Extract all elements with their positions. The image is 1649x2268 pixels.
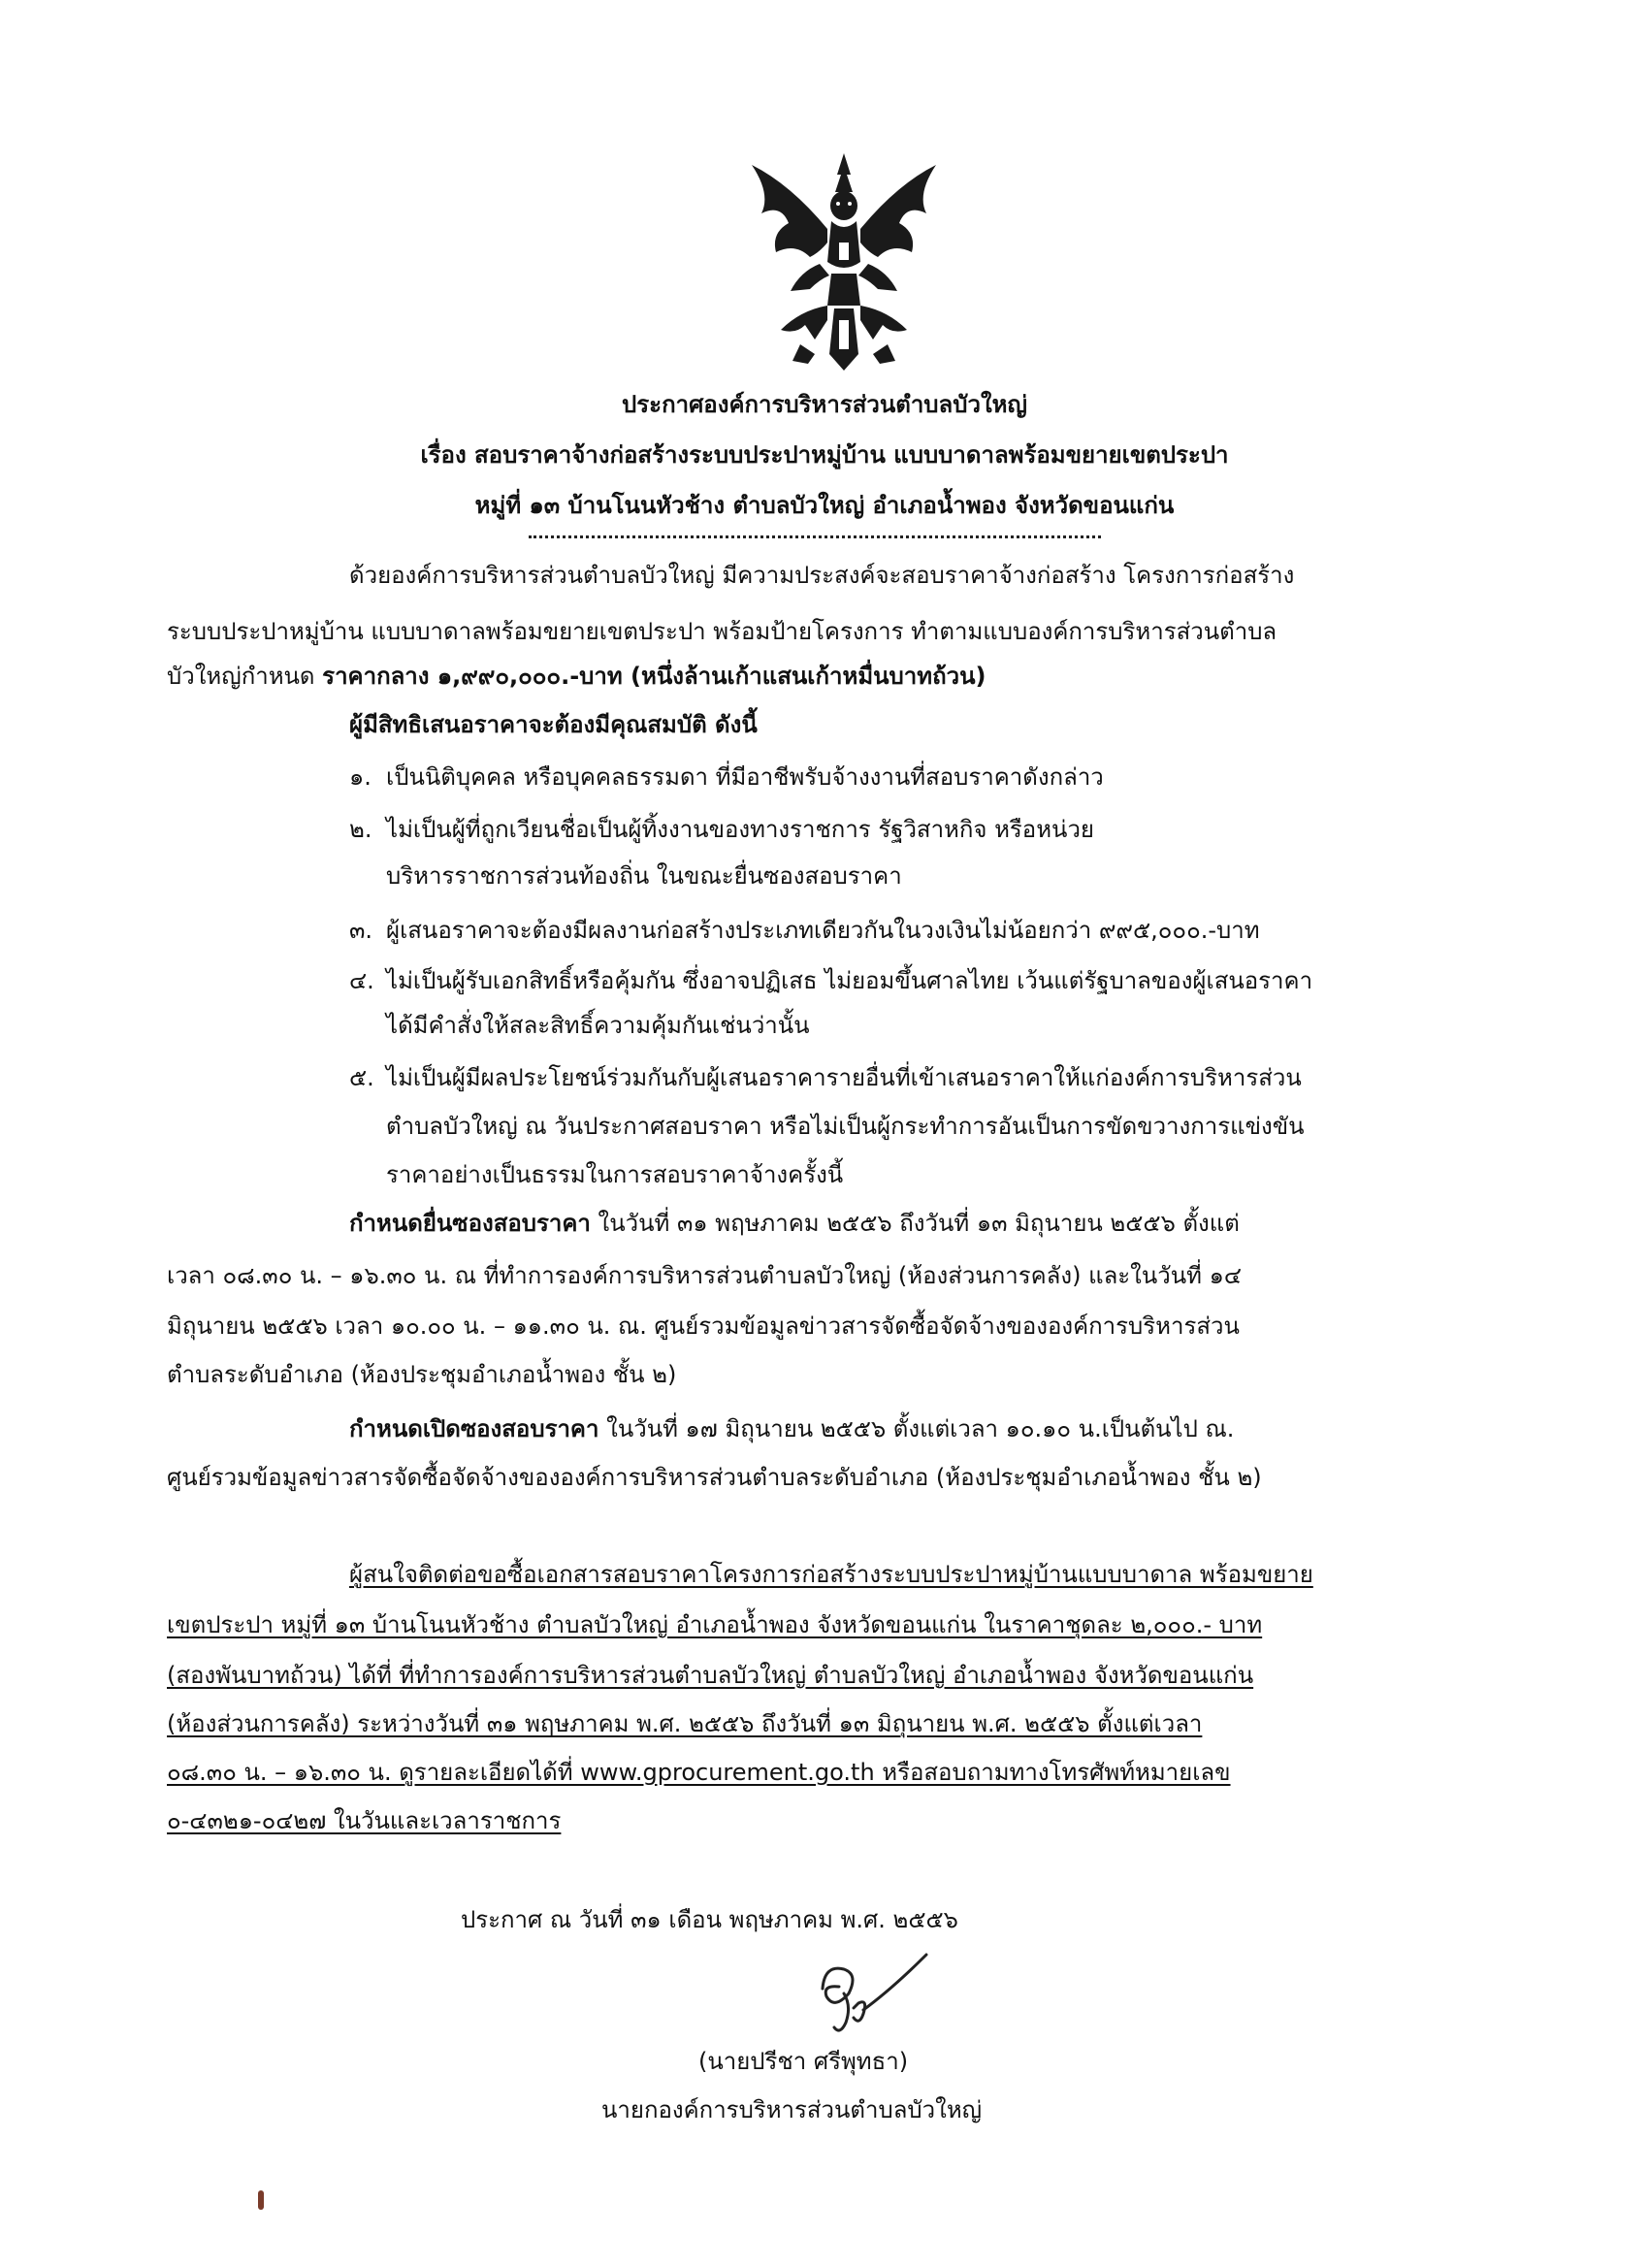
submission-label: กำหนดยื่นซองสอบราคา — [349, 1210, 591, 1237]
opening-dates: ในวันที่ ๑๗ มิถุนายน ๒๕๕๖ ตั้งแต่เวลา ๑๐.๑๐ น.เป็นต้นไป ณ. — [598, 1415, 1235, 1442]
qualification-number: ๓. — [349, 917, 373, 944]
contact-line: เขตประปา หมู่ที่ ๑๓ บ้านโนนหัวช้าง ตำบลบัวใหญ่ อำเภอน้ำพอง จังหวัดขอนแก่น ในราคาชุดละ ๒,๐๐๐.- บาท — [167, 1611, 1263, 1638]
median-price: ราคากลาง ๑,๙๙๐,๐๐๐.-บาท (หนึ่งล้านเก้าแสนเก้าหมื่นบาทถ้วน) — [322, 663, 986, 690]
signer-name: (นายปรีชา ศรีพุทธา) — [698, 2048, 909, 2075]
qualification-number: ๔. — [349, 967, 374, 994]
opening-line-1 — [349, 1412, 1234, 1445]
qualification-text: บริหารราชการส่วนท้องถิ่น ในขณะยื่นซองสอบราคา — [386, 862, 902, 890]
qualification-text: ได้มีคำสั่งให้สละสิทธิ์ความคุ้มกันเช่นว่านั้น — [386, 1012, 810, 1039]
signer-title: นายกองค์การบริหารส่วนตำบลบัวใหญ่ — [601, 2096, 983, 2123]
submission-line-1 — [349, 1207, 1240, 1240]
qualification-number: ๕. — [349, 1064, 374, 1091]
announcement-title: ประกาศองค์การบริหารส่วนตำบลบัวใหญ่ — [622, 391, 1027, 418]
scan-mark — [258, 2190, 264, 2210]
qualification-text: ราคาอย่างเป็นธรรมในการสอบราคาจ้างครั้งนี้ — [386, 1161, 844, 1188]
qualification-text: ไม่เป็นผู้รับเอกสิทธิ์หรือคุ้มกัน ซึ่งอาจปฏิเสธ ไม่ยอมขึ้นศาลไทย เว้นแต่รัฐบาลของผู้เสนอราคา — [386, 967, 1313, 994]
qualification-text: ไม่เป็นผู้ที่ถูกเวียนชื่อเป็นผู้ทิ้งงานของทางราชการ รัฐวิสาหกิจ หรือหน่วย — [386, 816, 1094, 843]
contact-line: ผู้สนใจติดต่อขอซื้อเอกสารสอบราคาโครงการก่อสร้างระบบประปาหมู่บ้านแบบบาดาล พร้อมขยาย — [349, 1561, 1313, 1588]
intro-line-1: ด้วยองค์การบริหารส่วนตำบลบัวใหญ่ มีความประสงค์จะสอบราคาจ้างก่อสร้าง โครงการก่อสร้าง — [349, 562, 1295, 589]
announcement-subject: เรื่อง สอบราคาจ้างก่อสร้างระบบประปาหมู่บ้าน แบบบาดาลพร้อมขยายเขตประปา — [420, 441, 1229, 469]
dotted-divider — [529, 535, 1101, 538]
announce-date: ประกาศ ณ วันที่ ๓๑ เดือน พฤษภาคม พ.ศ. ๒๕๕๖ — [461, 1906, 958, 1933]
submission-line-4: ตำบลระดับอำเภอ (ห้องประชุมอำเภอน้ำพอง ชั้น ๒) — [167, 1361, 677, 1388]
intro-line-3-prefix: บัวใหญ่กำหนด — [167, 663, 315, 690]
qualification-text: ตำบลบัวใหญ่ ณ วันประกาศสอบราคา หรือไม่เป็นผู้กระทำการอันเป็นการขัดขวางการแข่งขัน — [386, 1113, 1305, 1140]
garuda-emblem-icon — [723, 146, 965, 378]
qualifications-heading: ผู้มีสิทธิเสนอราคาจะต้องมีคุณสมบัติ ดังนี้ — [349, 711, 758, 738]
opening-label: กำหนดเปิดซองสอบราคา — [349, 1415, 599, 1442]
intro-line-3 — [167, 660, 986, 693]
contact-line: (ห้องส่วนการคลัง) ระหว่างวันที่ ๓๑ พฤษภาคม พ.ศ. ๒๕๕๖ ถึงวันที่ ๑๓ มิถุนายน พ.ศ. ๒๕๕๖ ตั้งแต่เวลา — [167, 1710, 1203, 1737]
opening-line-2: ศูนย์รวมข้อมูลข่าวสารจัดซื้อจัดจ้างขององค์การบริหารส่วนตำบลระดับอำเภอ (ห้องประชุมอำเภอน้ำพอง ชั้น ๒) — [167, 1464, 1262, 1491]
contact-line: (สองพันบาทถ้วน) ได้ที่ ที่ทำการองค์การบริหารส่วนตำบลบัวใหญ่ ตำบลบัวใหญ่ อำเภอน้ำพอง จังหวัดขอนแก่น — [167, 1662, 1254, 1689]
handwritten-signature — [805, 1950, 941, 2047]
qualification-number: ๒. — [349, 816, 372, 843]
intro-line-2: ระบบประปาหมู่บ้าน แบบบาดาลพร้อมขยายเขตประปา พร้อมป้ายโครงการ ทำตามแบบองค์การบริหารส่วนตำบล — [167, 618, 1277, 645]
submission-line-3: มิถุนายน ๒๕๕๖ เวลา ๑๐.๐๐ น. – ๑๑.๓๐ น. ณ. ศูนย์รวมข้อมูลข่าวสารจัดซื้อจัดจ้างขององค์การบริหารส่วน — [167, 1312, 1240, 1340]
submission-line-2: เวลา ๐๘.๓๐ น. – ๑๖.๓๐ น. ณ ที่ทำการองค์การบริหารส่วนตำบลบัวใหญ่ (ห้องส่วนการคลัง) และในวันที่ ๑๔ — [167, 1262, 1243, 1289]
contact-line: ๐๘.๓๐ น. – ๑๖.๓๐ น. ดูรายละเอียดได้ที่ www.gprocurement.go.th หรือสอบถามทางโทรศัพท์หมายเลข — [167, 1759, 1231, 1786]
submission-dates: ในวันที่ ๓๑ พฤษภาคม ๒๕๕๖ ถึงวันที่ ๑๓ มิถุนายน ๒๕๕๖ ตั้งแต่ — [590, 1210, 1240, 1237]
qualification-text: ผู้เสนอราคาจะต้องมีผลงานก่อสร้างประเภทเดียวกันในวงเงินไม่น้อยกว่า ๙๙๕,๐๐๐.-บาท — [386, 917, 1260, 944]
contact-line: ๐-๔๓๒๑-๐๔๒๗ ในวันและเวลาราชการ — [167, 1807, 562, 1834]
qualification-number: ๑. — [349, 763, 372, 791]
announcement-location: หมู่ที่ ๑๓ บ้านโนนหัวช้าง ตำบลบัวใหญ่ อำเภอน้ำพอง จังหวัดขอนแก่น — [474, 492, 1175, 519]
qualification-text: เป็นนิติบุคคล หรือบุคคลธรรมดา ที่มีอาชีพรับจ้างงานที่สอบราคาดังกล่าว — [386, 763, 1104, 791]
qualification-text: ไม่เป็นผู้มีผลประโยชน์ร่วมกันกับผู้เสนอราคารายอื่นที่เข้าเสนอราคาให้แก่องค์การบริหารส่วน — [386, 1064, 1302, 1091]
